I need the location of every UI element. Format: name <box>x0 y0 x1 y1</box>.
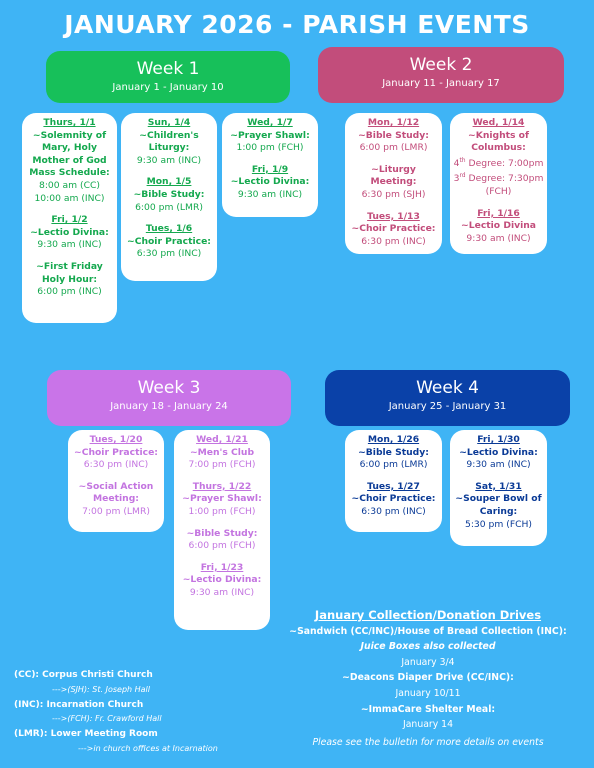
event-time: 6:30 pm (INC) <box>83 459 149 471</box>
event-time: 9:30 am (INC) <box>237 188 303 200</box>
event-degree-4 <box>453 155 544 171</box>
week-4-card-1 <box>345 430 442 532</box>
event-name: ~Lectio Divina <box>461 220 536 232</box>
week-2-card-2 <box>450 113 547 254</box>
event <box>348 481 439 519</box>
event-time: 6:30 pm (INC) <box>361 505 426 517</box>
week-1-card-3 <box>222 113 318 217</box>
event-time: 6:30 pm (INC) <box>136 248 202 260</box>
event-name: ~First Friday Holy Hour: <box>36 260 103 285</box>
event-name: ~Bible Study: <box>133 188 205 200</box>
drive-immacare: ~ImmaCare Shelter Meal: <box>360 703 496 715</box>
degree-time: Degree: 7:30pm <box>465 173 544 185</box>
week-2-header <box>318 47 564 103</box>
week-4-header <box>325 370 570 426</box>
event-time: 9:30 am (INC) <box>37 239 102 251</box>
event-time: 10:00 am (INC) <box>34 192 105 204</box>
event-name: ~Lectio Divina: <box>182 574 262 586</box>
event-time: 6:00 pm (FCH) <box>188 540 256 552</box>
week-1-card-2 <box>121 113 217 281</box>
event <box>71 434 161 472</box>
week-3-card-1 <box>68 430 164 532</box>
event-date: Mon, 1/5 <box>146 176 192 188</box>
week-4-card-2 <box>450 430 547 546</box>
event <box>124 176 214 214</box>
week-4-label: Week 4 <box>416 378 479 398</box>
week-3-range: January 18 - January 24 <box>110 401 228 412</box>
event-time: 5:30 pm (FCH) <box>464 518 533 530</box>
event-name: ~Children's Liturgy: <box>139 129 199 154</box>
event <box>453 481 544 531</box>
degree-time: Degree: 7:00pm <box>465 157 544 169</box>
event-date: Fri, 1/2 <box>51 214 88 226</box>
event-date: Tues, 1/13 <box>367 210 420 222</box>
legend-lmr-sub: --->in church offices at Incarnation <box>78 743 218 753</box>
event <box>71 481 161 519</box>
event-name: ~Social Action Meeting: <box>78 480 154 505</box>
drive-sandwich: ~Sandwich (CC/INC)/House of Bread Collection (INC): <box>289 625 567 637</box>
event-name: ~Choir Practice: <box>351 493 436 505</box>
event-date: Fri, 1/23 <box>200 561 244 573</box>
week-1-header <box>46 51 290 103</box>
legend-fch: --->(FCH): Fr. Crawford Hall <box>52 714 162 724</box>
event-time: 6:30 pm (INC) <box>361 235 426 247</box>
event-date: Fri, 1/9 <box>251 163 289 175</box>
legend-sjh: --->(SJH): St. Joseph Hall <box>52 684 150 694</box>
page-title: JANUARY 2026 - PARISH EVENTS <box>64 10 530 39</box>
week-1-range: January 1 - January 10 <box>112 82 224 93</box>
event-name: ~Lectio Divina: <box>459 446 538 458</box>
event-name: ~Liturgy Meeting: <box>370 163 417 188</box>
event-date: Fri, 1/16 <box>477 207 520 219</box>
event <box>453 434 544 472</box>
bulletin-note: Please see the bulletin for more details on events <box>312 736 544 748</box>
event <box>453 208 544 246</box>
event-date: Wed, 1/14 <box>472 117 525 128</box>
event-date: Thurs, 1/1 <box>43 117 96 128</box>
event <box>348 164 439 202</box>
event-time: 9:30 am (INC) <box>466 459 531 471</box>
legend-inc: (INC): Incarnation Church <box>14 699 144 710</box>
week-4-range: January 25 - January 31 <box>388 401 507 412</box>
event <box>177 481 267 519</box>
degree-number: 4 <box>453 157 460 169</box>
event-date: Fri, 1/30 <box>477 434 520 445</box>
event <box>348 434 439 472</box>
event-date: Tues, 1/6 <box>145 223 193 235</box>
donation-drives <box>268 608 588 750</box>
week-1-label: Week 1 <box>136 59 200 79</box>
drive-diaper: ~Deacons Diaper Drive (CC/INC): <box>342 672 514 684</box>
week-3-header <box>47 370 291 426</box>
event <box>25 117 114 205</box>
event <box>177 528 267 553</box>
event-name: ~Choir Practice: <box>351 223 436 235</box>
event-name: ~Choir Practice: <box>74 446 158 458</box>
week-1-card-1 <box>22 113 117 323</box>
event <box>177 562 267 600</box>
event-date: Wed, 1/7 <box>247 117 293 128</box>
event-date: Mon, 1/26 <box>367 434 420 445</box>
event-name: ~Prayer Shawl: <box>230 129 310 141</box>
event <box>225 164 315 202</box>
event-degree-3 <box>453 170 544 186</box>
event-date: Mon, 1/12 <box>367 117 420 128</box>
event-date: Tues, 1/20 <box>89 434 143 445</box>
location-legend <box>14 668 274 757</box>
event-name: ~Lectio Divina: <box>230 176 310 188</box>
week-2-range: January 11 - January 17 <box>382 78 500 89</box>
week-2-label: Week 2 <box>409 55 473 75</box>
week-3-label: Week 3 <box>137 378 201 398</box>
drive-sandwich-date: January 3/4 <box>401 656 455 668</box>
event-location: (FCH) <box>485 186 512 198</box>
drive-diaper-date: January 10/11 <box>395 687 461 699</box>
event-time: 9:30 am (INC) <box>136 154 202 166</box>
event-time: 1:00 pm (FCH) <box>236 142 304 154</box>
event <box>124 117 214 167</box>
event-name: ~Men's Club <box>189 446 255 458</box>
event-date: Tues, 1/27 <box>367 480 420 492</box>
event-date: Thurs, 1/22 <box>192 480 252 492</box>
event-time: 9:30 am (INC) <box>189 586 255 598</box>
event-name: ~Bible Study: <box>358 129 429 141</box>
event-time: 7:00 pm (LMR) <box>82 505 150 517</box>
event-time: 8:00 am (CC) <box>38 179 101 191</box>
event <box>453 117 544 199</box>
event-time: 6:30 pm (SJH) <box>361 188 426 200</box>
event-name: ~Souper Bowl of Caring: <box>455 493 542 517</box>
event-time: 6:00 pm (LMR) <box>359 459 428 471</box>
degree-suffix: th <box>459 156 466 164</box>
event-time: 6:00 pm (LMR) <box>135 201 203 213</box>
event-time: 6:00 pm (INC) <box>37 286 102 298</box>
event-name: ~Prayer Shawl: <box>182 493 262 505</box>
event-date: Sat, 1/31 <box>475 480 522 492</box>
event-time: 9:30 am (INC) <box>466 232 531 244</box>
event <box>25 214 114 252</box>
event <box>348 117 439 155</box>
legend-lmr: (LMR): Lower Meeting Room <box>14 729 158 740</box>
event-name: ~Lectio Divina: <box>30 226 109 238</box>
drive-immacare-date: January 14 <box>402 719 454 731</box>
event-time: 7:00 pm (FCH) <box>188 459 256 471</box>
event-date: Sun, 1/4 <box>147 117 191 128</box>
event-name: ~Choir Practice: <box>127 235 211 247</box>
drives-heading: January Collection/Donation Drives <box>314 608 542 622</box>
event-time: 6:00 pm (LMR) <box>359 142 428 154</box>
event <box>177 434 267 472</box>
event <box>225 117 315 155</box>
drive-sandwich-note: Juice Boxes also collected <box>360 641 496 653</box>
event-date: Wed, 1/21 <box>196 434 248 445</box>
event-name: ~Solemnity of Mary, Holy Mother of God <box>32 129 107 166</box>
event <box>124 223 214 261</box>
event-name: ~Knights of Columbus: <box>468 129 529 154</box>
degree-suffix: rd <box>459 172 466 180</box>
event-time: 1:00 pm (FCH) <box>188 505 256 517</box>
week-2-card-1 <box>345 113 442 254</box>
event-name: ~Bible Study: <box>358 446 429 458</box>
event <box>348 211 439 249</box>
event <box>25 261 114 299</box>
event-schedule-label: Mass Schedule: <box>29 167 110 179</box>
event-name: ~Bible Study: <box>186 527 258 539</box>
week-3-card-2 <box>174 430 270 630</box>
legend-cc: (CC): Corpus Christi Church <box>14 670 153 680</box>
degree-number: 3 <box>453 173 460 185</box>
